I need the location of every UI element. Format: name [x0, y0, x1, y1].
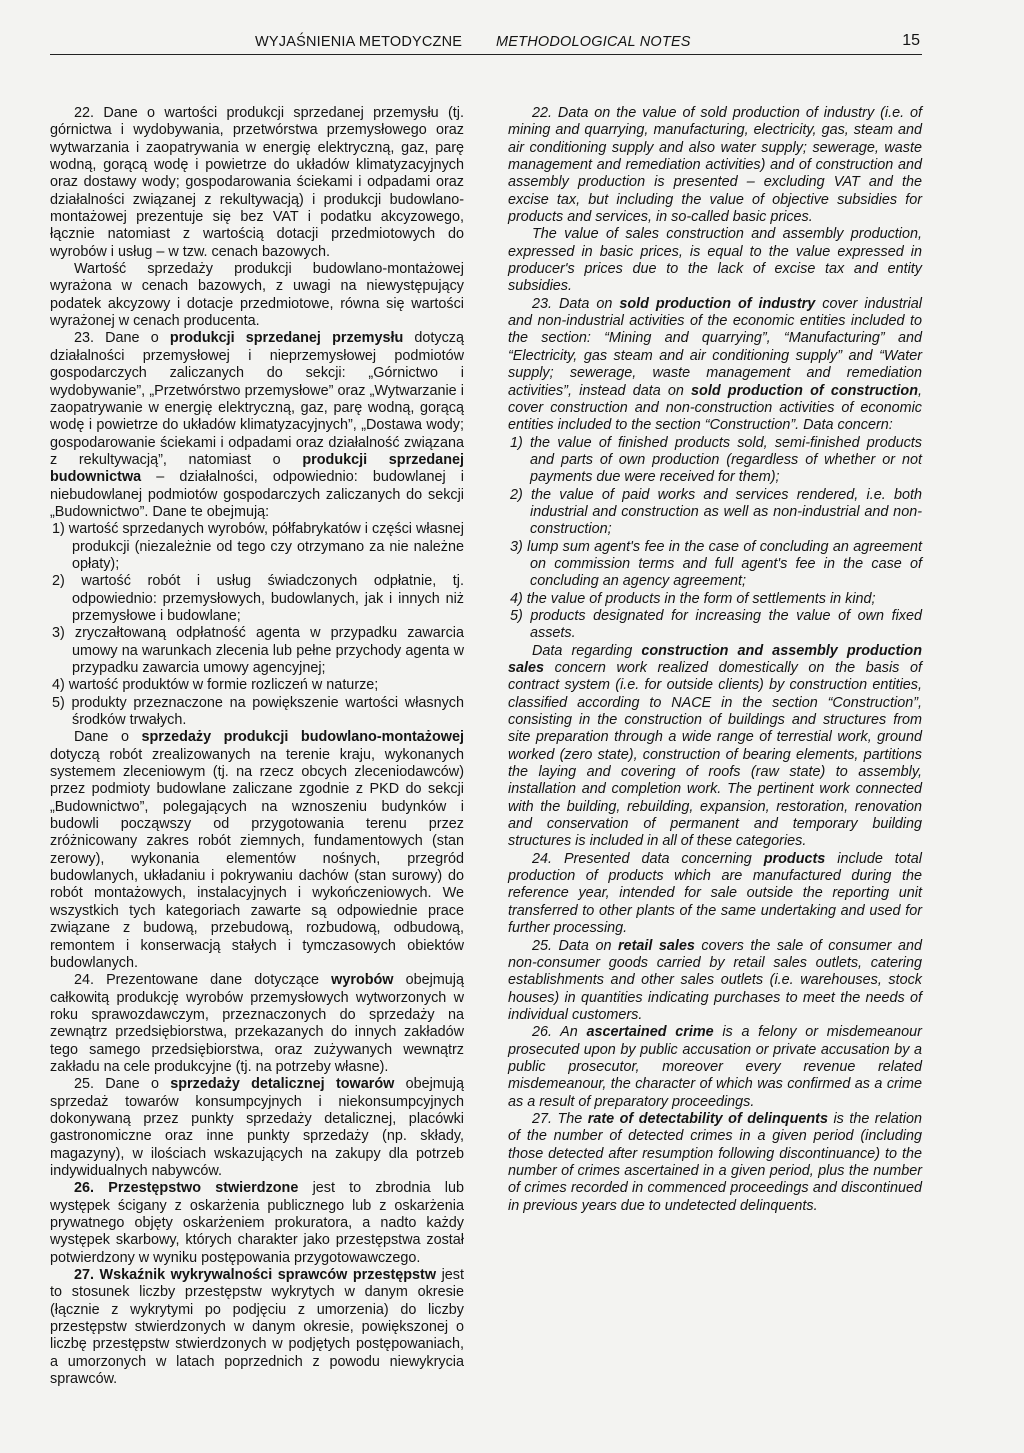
- term-sold-construction-en: sold production of construction: [691, 382, 918, 399]
- note-24-pl: 24. Prezentowane dane dotyczące wyrobów obejmują całkowitą produkcję wyrobów przemysłowych wytworzonych w roku sprawozdawczym, przeznaczonych do sprzedaży na zewnątrz przedsiębiorstwa, przekazanych do innych zakładów tego samego przedsiębiorstwa, oraz zużywanych wewnątrz zakładu na cele produkcyjne (tj. na potrzeby własne).: [50, 972, 464, 1075]
- term-construction-sales-pl: sprzedaży produkcji budowlano-montażowej: [141, 729, 464, 746]
- term-detectability-en: rate of detectability of delinquents: [587, 1110, 828, 1127]
- list-item-pl: 3) zryczałtowaną odpłatność agenta w przypadku zawarcia umowy na warunkach zlecenia lub pełne przychody agenta w przypadku zawarcia umowy agencyjnej;: [52, 625, 464, 676]
- note-construction-pl: Dane o sprzedaży produkcji budowlano-montażowej dotyczą robót zrealizowanych na terenie kraju, wykonanych systemem zleceniowym (tj. na rzecz obcych zleceniodawców) przez podmioty budowlane zaliczane zgodnie z PKD do sekcji „Budownictwo”, polegających na wznoszeniu budynków i budowli począwszy od przygotowania terenu przez zróżnicowany zakres robót ziemnych, fundamentowych (stan zerowy), wykonania elementów nośnych, przegród budowlanych, układaniu i pokrywaniu dachów (stan surowy) do robót montażowych, instalacyjnych i wykończeniowych. We wszystkich tych kategoriach zawarte są odpowiednie prace związane z budową, przebudową, rozbudową, odbudową, remontem i konserwacją stałych i tymczasowych obiektów budowlanych.: [50, 729, 464, 971]
- polish-column: [50, 105, 464, 1388]
- note-24-en: 24. Presented data concerning products include total production of products which are manufactured during the reference year, intended for sale outside the reporting unit transferred to other plants of the same undertaking and used for further processing.: [508, 850, 922, 937]
- term-sold-industry-pl: produkcji sprzedanej przemysłu: [169, 330, 404, 347]
- note-22-en: 22. Data on the value of sold production of industry (i.e. of mining and quarrying, manufacturing, electricity, gas, steam and air conditioning supply and also water supply; sewerage, waste management and remediation activities) and of construction and assembly production is presented – excluding VAT and the excise tax, but including the value of objective subsidies for products and services, in so-called basic prices.: [508, 105, 922, 226]
- english-column: [508, 105, 922, 1215]
- list-item-en: 3) lump sum agent's fee in the case of concluding an agreement on commission terms and full agent's fee in the case of concluding an agency agreement;: [510, 538, 922, 590]
- term-crime-pl: 26. Przestępstwo stwierdzone: [74, 1180, 299, 1197]
- term-retail-pl: sprzedaży detalicznej towarów: [170, 1076, 395, 1093]
- note-23-pl: 23. Dane o produkcji sprzedanej przemysłu dotyczą działalności przemysłowej i nieprzemysłowej podmiotów gospodarczych zaliczanych do sekcji: „Górnictwo i wydobywanie”, „Przetwórstwo przemysłowe” oraz „Wytwarzanie i zaopatrywanie w energię elektryczną, gaz, parę wodną, gorącą wodę i powietrze do układów klimatyzacyjnych”, „Dostawa wody; gospodarowanie ściekami i odpadami oraz działalność związana z rekultywacją”, natomiast o produkcji sprzedanej budownictwa – działalności, odpowiednio: budowlanej i niebudowlanej podmiotów gospodarczych zaliczanych do sekcji „Budownictwo”. Dane te obejmują:: [50, 330, 465, 520]
- term-products-pl: wyrobów: [331, 972, 394, 989]
- note-25-en: 25. Data on retail sales covers the sale of consumer and non-consumer goods carried by retail sales outlets, catering establishments and other sales outlets (i.e. warehouses, stock houses) in quantities indicating purchases to meet the needs of individual customers.: [508, 937, 923, 1023]
- section-title-pl: WYJAŚNIENIA METODYCZNE: [255, 34, 463, 50]
- note-construction-en: Data regarding construction and assembly production sales concern work realized domestically on the basis of contract system (i.e. for outside clients) by construction entities, classified according to NACE in the section “Construction”, consisting in the construction of buildings and structures from site preparation through a wide range of terrestial work, ground worked (zero state), construction of bearing elements, partitions the laying and covering of roofs (raw state) to assembly, installation and completion work. The pertinent work connected with the building, rebuilding, expansion, restoration, renovation and conservation of permanent and temporary building structures is included in all of these categories.: [508, 642, 922, 850]
- list-item-pl: 5) produkty przeznaczone na powiększenie wartości własnych środków trwałych.: [52, 694, 464, 729]
- note-27-pl: 27. Wskaźnik wykrywalności sprawców przestępstw jest to stosunek liczby przestępstw wykrytych w danym okresie (łącznie z wykrytymi po podjęciu z umorzenia) do liczby przestępstw stwierdzonych w danym okresie, powiększonej o liczbę przestępstw stwierdzonych w podjętych postępowaniach, a umorzonych w latach poprzednich z powodu niewykrycia sprawców.: [50, 1267, 464, 1388]
- note-26-pl: 26. Przestępstwo stwierdzone jest to zbrodnia lub występek ścigany z oskarżenia publicznego lub z oskarżenia prywatnego objęty oskarżeniem prokuratora, a nadto każdy występek skarbowy, których charakter jako przestępstwa został potwierdzony w wyniku postępowania przygotowawczego.: [50, 1180, 464, 1266]
- note-26-en: 26. An ascertained crime is a felony or misdemeanour prosecuted upon by public accusation or private accusation by a public prosecutor, moreover every revenue related misdemeanour, the character of which was confirmed as a crime as a result of preparatory proceedings.: [508, 1024, 922, 1110]
- term-sold-construction-pl: produkcji sprzedanej budownictwa: [50, 451, 464, 486]
- term-products-en: products: [763, 850, 826, 867]
- list-item-en: 4) the value of products in the form of settlements in kind;: [510, 590, 876, 607]
- page-header: [50, 28, 922, 55]
- list-item-pl: 1) wartość sprzedanych wyrobów, półfabrykatów i części własnej produkcji (niezależnie od tego czy otrzymano za nie należne opłaty);: [52, 521, 464, 572]
- term-detectability-pl: 27. Wskaźnik wykrywalności sprawców przestępstw: [74, 1267, 437, 1284]
- section-title-en: METHODOLOGICAL NOTES: [496, 34, 691, 50]
- note-23-en: 23. Data on sold production of industry cover industrial and non-industrial activities of the economic entities included to the section: “Mining and quarrying”, “Manufacturing” and “Electricity, gas steam and air conditioning supply” and “Water supply; sewerage, waste management and remediation activities”, instead data on sold production of construction, cover construction and non-construction activities of economic entities included to the section “Construction”. Data concern:: [508, 295, 922, 434]
- term-retail-en: retail sales: [617, 937, 695, 954]
- note-22b-pl: Wartość sprzedaży produkcji budowlano-montażowej wyrażona w cenach bazowych, z uwagi na niewystępujący podatek akcyzowy i dotacje przedmiotowe, równa się wartości wyrażonej w cenach producenta.: [50, 261, 464, 330]
- list-item-en: 5) products designated for increasing the value of own fixed assets.: [510, 607, 922, 642]
- list-item-en: 1) the value of finished products sold, semi-finished products and parts of own production (regardless of whether or not payments due were received for them);: [510, 434, 922, 486]
- note-27-en: 27. The rate of detectability of delinquents is the relation of the number of detected crimes in a given period (including those detected after resumption following discontinuance) to the number of crimes ascertained in a given period, plus the number of crimes recorded in commenced proceedings and discontinued in previous years due to undetected delinquents.: [508, 1110, 922, 1214]
- note-22-pl: 22. Dane o wartości produkcji sprzedanej przemysłu (tj. górnictwa i wydobywania, przetwórstwa przemysłowego oraz wytwarzania i zaopatrywania w energię elektryczną, gaz, parę wodną, gorącą wodę i powietrze do układów klimatyzacyjnych oraz dostawy wody; gospodarowania ściekami i odpadami oraz działalności związanej z rekultywacją) i produkcji budowlano-montażowej prezentuje się bez VAT i podatku akcyzowego, łącznie natomiast z wartością dotacji przedmiotowych do wyrobów i usług – w tzw. cenach bazowych.: [50, 105, 464, 260]
- page-number: 15: [902, 32, 920, 49]
- note-25-pl: 25. Dane o sprzedaży detalicznej towarów obejmują sprzedaż towarów konsumpcyjnych i niekonsumpcyjnych dokonywaną przez punkty sprzedaży detalicznej, placówki gastronomiczne oraz inne punkty sprzedaży (np. składy, magazyny), w ilościach wskazujących na zakupy dla potrzeb indywidualnych nabywców.: [50, 1076, 464, 1179]
- note-22b-en: The value of sales construction and assembly production, expressed in basic prices, is equal to the value expressed in producer's prices due to the lack of excise tax and entity subsidies.: [508, 226, 922, 295]
- list-item-en: 2) the value of paid works and services rendered, i.e. both industrial and construction as well as non-industrial and non-construction;: [510, 486, 922, 538]
- term-sold-industry-en: sold production of industry: [619, 295, 816, 312]
- term-construction-sales-en: construction and assembly production sales: [508, 642, 922, 676]
- list-item-pl: 2) wartość robót i usług świadczonych odpłatnie, tj. odpowiednio: przemysłowych, budowlanych, jak i innych niż przemysłowe i budowlane;: [52, 573, 464, 624]
- term-crime-en: ascertained crime: [586, 1024, 714, 1041]
- list-item-pl: 4) wartość produktów w formie rozliczeń w naturze;: [52, 677, 379, 694]
